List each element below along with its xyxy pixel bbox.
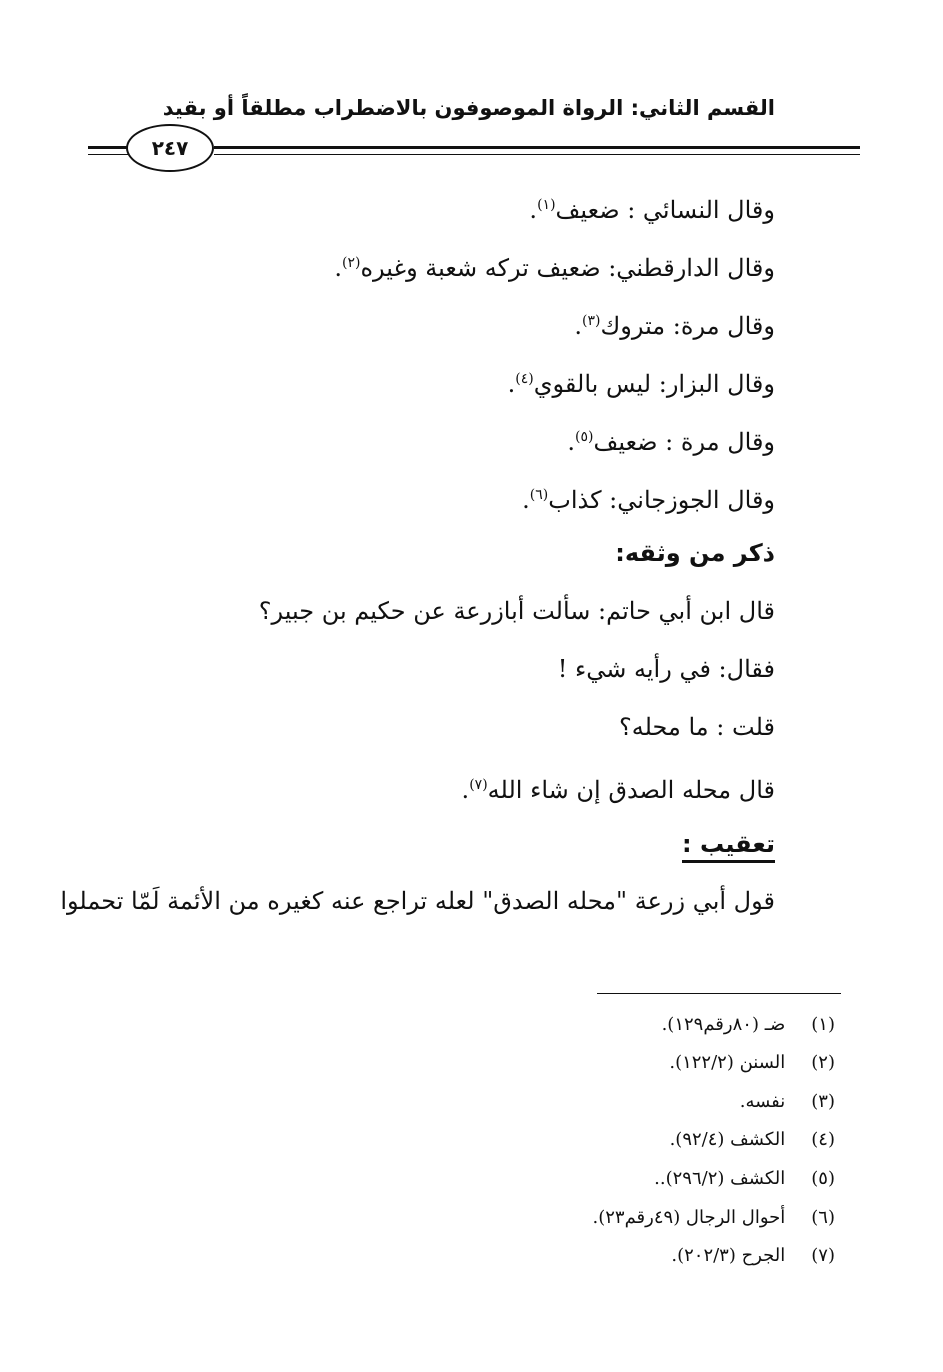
body-line bbox=[334, 245, 775, 286]
header-rule-thin bbox=[214, 154, 860, 155]
body-line bbox=[529, 187, 775, 228]
footnote bbox=[740, 1088, 835, 1116]
footnote-mark: (١) bbox=[537, 197, 556, 213]
footnote-mark: (٤) bbox=[515, 371, 534, 387]
footnote-number: (٥) bbox=[811, 1168, 835, 1189]
footnote-text: نفسه. bbox=[739, 1091, 786, 1112]
dialogue-line: فقال: في رأيه شيء ! bbox=[557, 655, 775, 683]
line-text: وقال الجوزجاني: كذاب bbox=[548, 486, 775, 514]
footnote bbox=[654, 1165, 835, 1193]
line-text: وقال الدارقطني: ضعيف تركه شعبة وغيره bbox=[360, 254, 775, 282]
footnote-mark: (٧) bbox=[469, 777, 488, 793]
footnote bbox=[662, 1011, 835, 1039]
line-end: . bbox=[529, 196, 538, 224]
line-text: قال محله الصدق إن شاء الله bbox=[487, 776, 775, 804]
footnote-text: ضـ (٨٠رقم١٢٩). bbox=[661, 1014, 786, 1035]
footnote-separator bbox=[597, 993, 841, 994]
footnote-text: الكشف (٩٢/٤). bbox=[669, 1129, 786, 1150]
comment-heading: تعقيب : bbox=[682, 830, 775, 858]
footnote-text: السنن (١٢٢/٢). bbox=[669, 1052, 786, 1073]
line-text: وقال مرة : ضعيف bbox=[593, 428, 775, 456]
footnote-mark: (٢) bbox=[341, 255, 361, 271]
footnote bbox=[669, 1049, 835, 1077]
line-end: . bbox=[507, 370, 516, 398]
footnote bbox=[671, 1242, 835, 1270]
footnote-number: (٢) bbox=[811, 1052, 835, 1073]
page-number: ٢٤٧ bbox=[126, 124, 214, 172]
footnote-mark: (٣) bbox=[581, 313, 601, 329]
header-rule-left bbox=[88, 146, 128, 149]
dialogue-line: قلت : ما محله؟ bbox=[618, 713, 775, 741]
footnote bbox=[592, 1204, 835, 1232]
body-line bbox=[462, 767, 775, 808]
footnote-text: الجرح (٢٠٢/٣). bbox=[671, 1245, 786, 1266]
header-rule-left-thin bbox=[88, 154, 128, 155]
header-rule bbox=[214, 146, 860, 149]
body-line bbox=[508, 361, 775, 402]
footnote-text: الكشف (٢٩٦/٢).. bbox=[654, 1168, 786, 1189]
line-end: . bbox=[461, 776, 470, 804]
footnote-number: (٦) bbox=[811, 1207, 835, 1228]
line-end: . bbox=[567, 428, 576, 456]
dialogue-line: قال ابن أبي حاتم: سألت أبازرعة عن حكيم بن جبير؟ bbox=[258, 597, 775, 625]
body-line bbox=[567, 419, 775, 460]
footnote-number: (١) bbox=[811, 1014, 835, 1035]
footnote-mark: (٥) bbox=[575, 429, 594, 445]
line-text: وقال البزار: ليس بالقوي bbox=[533, 370, 775, 398]
footnote-mark: (٦) bbox=[529, 487, 549, 503]
line-text: وقال النسائي : ضعيف bbox=[555, 196, 775, 224]
footnote bbox=[670, 1126, 835, 1154]
line-end: . bbox=[522, 486, 530, 514]
line-text: وقال مرة: متروك bbox=[600, 312, 775, 340]
footnote-number: (٤) bbox=[811, 1129, 835, 1150]
body-line bbox=[522, 477, 775, 518]
comment-text: قول أبي زرعة "محله الصدق" لعله تراجع عنه كغيره من الأئمة لَمّا تحملوا bbox=[60, 887, 775, 915]
running-title: القسم الثاني: الرواة الموصوفون بالاضطراب مطلقاً أو بقيد bbox=[162, 96, 775, 120]
section-heading: ذكر من وثقه: bbox=[615, 539, 775, 567]
line-end: . bbox=[574, 312, 582, 340]
line-end: . bbox=[334, 254, 342, 282]
footnote-number: (٣) bbox=[811, 1091, 835, 1112]
footnote-number: (٧) bbox=[811, 1245, 835, 1266]
footnote-text: أحوال الرجال (٤٩رقم٢٣). bbox=[592, 1207, 786, 1228]
body-line bbox=[574, 303, 775, 344]
